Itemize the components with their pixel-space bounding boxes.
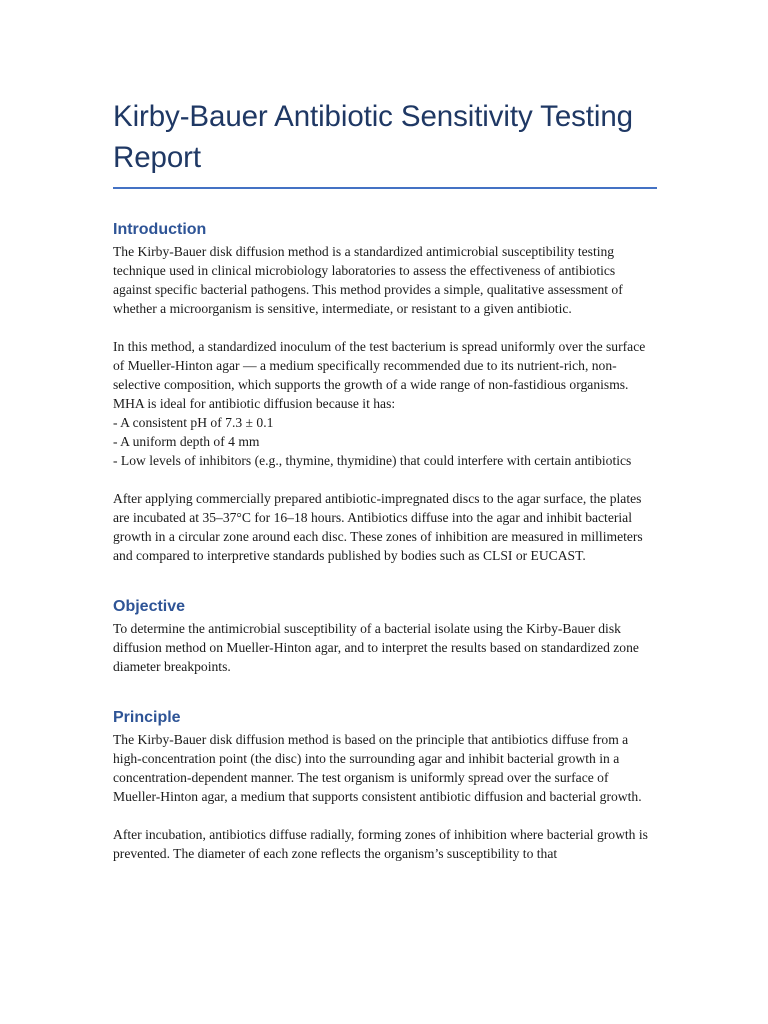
section-heading-principle: Principle bbox=[113, 709, 181, 726]
principle-paragraph-1: The Kirby-Bauer disk diffusion method is based on the principle that antibiotics diffuse from a high-concentration point (the disc) into the surrounding agar and inhibit bacterial growth in a concentration-dependent manner. The test organism is uniformly spread over the surface of Mueller-Hinton agar, a medium that supports consistent antibiotic diffusion and bacterial growth. bbox=[113, 732, 642, 804]
section-principle bbox=[113, 707, 657, 863]
objective-paragraph-1: To determine the antimicrobial susceptibility of a bacterial isolate using the Kirby-Bauer disk diffusion method on Mueller-Hinton agar, and to interpret the results based on standardized zone diameter breakpoints. bbox=[113, 621, 639, 674]
section-objective bbox=[113, 596, 657, 676]
document-page bbox=[113, 96, 657, 863]
paragraph-spacer bbox=[113, 470, 657, 489]
section-heading-objective: Objective bbox=[113, 598, 186, 615]
intro-paragraph-3: After applying commercially prepared antibiotic-impregnated discs to the agar surface, the plates are incubated at 35–37°C for 16–18 hours. Antibiotics diffuse into the agar and inhibit bacterial growth in a circular zone around each disc. These zones of inhibition are measured in millimeters and compared to interpretive standards published by bodies such as CLSI or EUCAST. bbox=[113, 491, 643, 563]
principle-paragraph-2: After incubation, antibiotics diffuse radially, forming zones of inhibition where bacterial growth is prevented. The diameter of each zone reflects the organism’s susceptibility to that bbox=[113, 827, 648, 861]
intro-paragraph-2: In this method, a standardized inoculum of the test bacterium is spread uniformly over the surface of Mueller-Hinton agar — a medium specifically recommended due to its nutrient-rich, non-selective composition, which supports the growth of a wide range of non-fastidious organisms. MHA is ideal for antibiotic diffusion because it has: bbox=[113, 339, 646, 411]
document-title: Kirby-Bauer Antibiotic Sensitivity Testing Report bbox=[113, 100, 633, 174]
list-item-depth: - A uniform depth of 4 mm bbox=[113, 434, 260, 449]
section-heading-introduction: Introduction bbox=[113, 221, 207, 238]
section-introduction bbox=[113, 219, 657, 565]
intro-paragraph-1: The Kirby-Bauer disk diffusion method is a standardized antimicrobial susceptibility testing technique used in clinical microbiology laboratories to assess the effectiveness of antibiotics against specific bacterial pathogens. This method provides a simple, qualitative assessment of whether a microorganism is sensitive, intermediate, or resistant to a given antibiotic. bbox=[113, 244, 623, 316]
list-item-ph: - A consistent pH of 7.3 ± 0.1 bbox=[113, 415, 274, 430]
paragraph-spacer bbox=[113, 806, 657, 825]
title-divider bbox=[113, 187, 657, 189]
paragraph-spacer bbox=[113, 318, 657, 337]
list-item-inhibitors: - Low levels of inhibitors (e.g., thymine, thymidine) that could interfere with certain antibiotics bbox=[113, 453, 632, 468]
